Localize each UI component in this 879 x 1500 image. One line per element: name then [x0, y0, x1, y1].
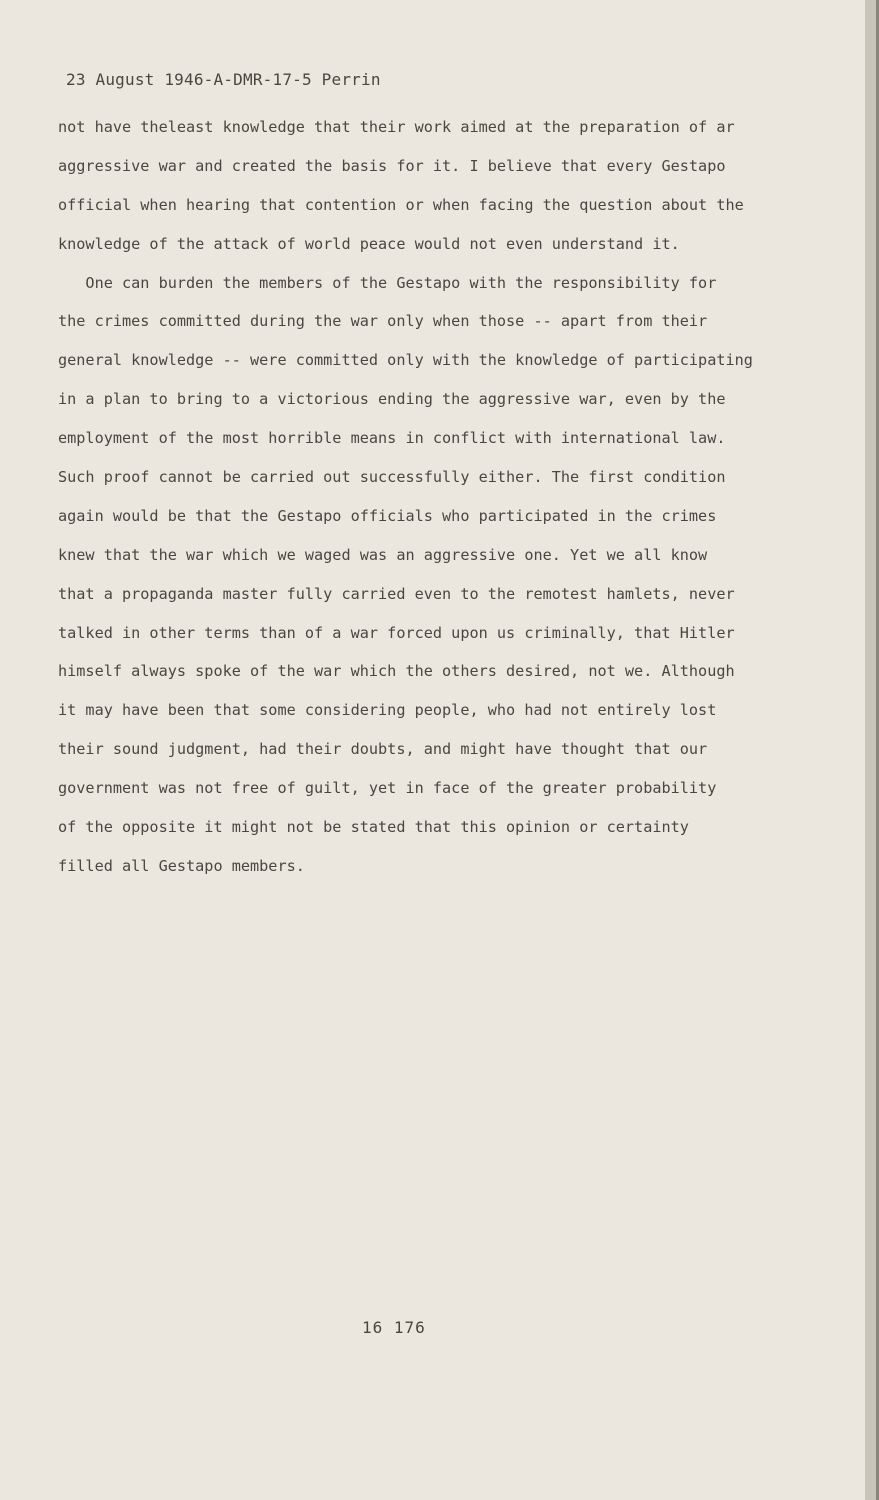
text-line: Such proof cannot be carried out successfully either. The first condition: [58, 468, 726, 487]
text-line: again would be that the Gestapo officials who participated in the crimes: [58, 506, 717, 525]
text-line: One can burden the members of the Gestapo with the responsibility for: [58, 273, 717, 292]
text-line: that a propaganda master fully carried even to the remotest hamlets, never: [58, 584, 735, 603]
text-line: of the opposite it might not be stated that this opinion or certainty: [58, 818, 689, 837]
text-line: in a plan to bring to a victorious ending the aggressive war, even by the: [58, 390, 726, 409]
text-line: official when hearing that contention or when facing the question about the: [58, 195, 744, 214]
text-line: employment of the most horrible means in conflict with international law.: [58, 429, 726, 448]
text-line: knew that the war which we waged was an aggressive one. Yet we all know: [58, 545, 708, 564]
document-header: 23 August 1946-A-DMR-17-5 Perrin: [66, 70, 381, 89]
text-line: it may have been that some considering people, who had not entirely lost: [58, 701, 717, 720]
document-body: [58, 108, 798, 886]
text-line: knowledge of the attack of world peace would not even understand it.: [58, 234, 680, 253]
text-line: aggressive war and created the basis for it. I believe that every Gestapo: [58, 156, 726, 175]
text-line: the crimes committed during the war only when those -- apart from their: [58, 312, 708, 331]
text-line: government was not free of guilt, yet in face of the greater probability: [58, 779, 717, 798]
text-line: general knowledge -- were committed only with the knowledge of participating: [58, 351, 753, 370]
text-line: filled all Gestapo members.: [58, 856, 305, 875]
page-number: 16 176: [362, 1318, 426, 1337]
text-line: not have theleast knowledge that their work aimed at the preparation of ar: [58, 118, 735, 136]
text-line: talked in other terms than of a war forced upon us criminally, that Hitler: [58, 623, 735, 642]
text-line: himself always spoke of the war which the others desired, not we. Although: [58, 662, 735, 681]
text-line: their sound judgment, had their doubts, and might have thought that our: [58, 740, 708, 759]
